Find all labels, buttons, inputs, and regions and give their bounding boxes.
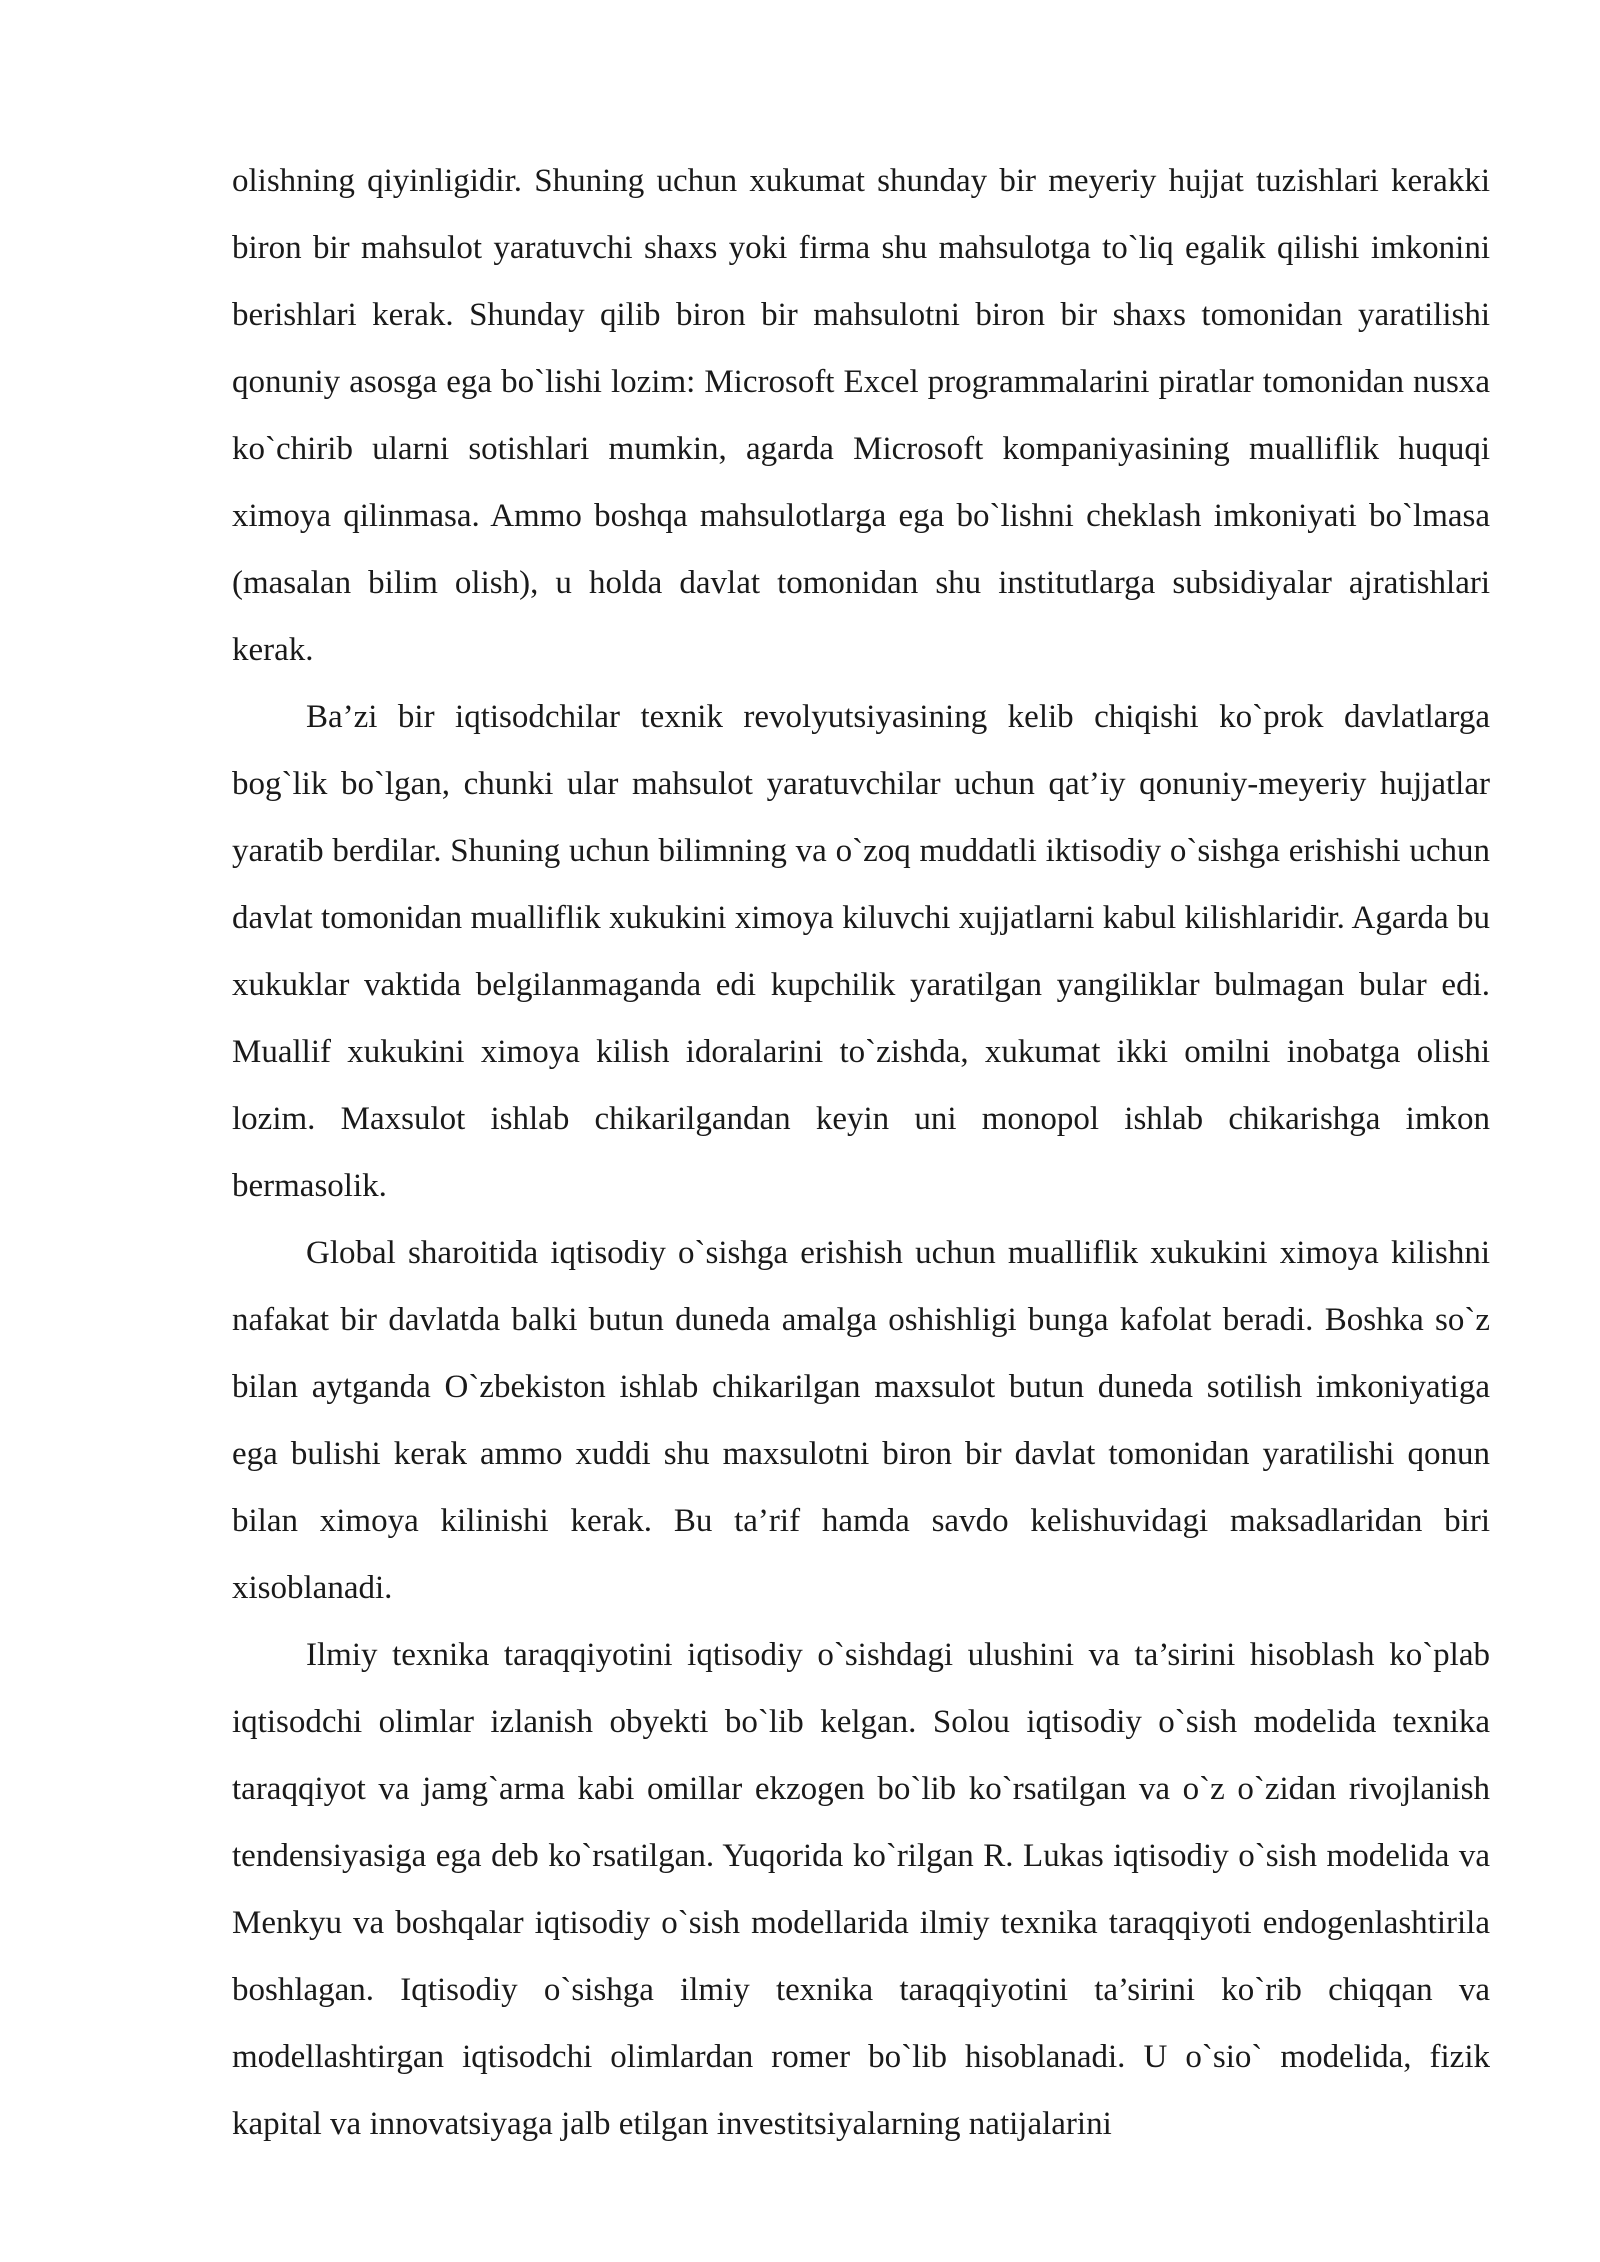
document-page bbox=[232, 148, 1490, 2158]
paragraph-continuation: olishning qiyinligidir. Shuning uchun xukumat shunday bir meyeriy hujjat tuzishlari kerakki biron bir mahsulot yaratuvchi shaxs yoki firma shu mahsulotga to`liq egalik qilishi imkonini berishlari kerak. Shunday qilib biron bir mahsulotni biron bir shaxs tomonidan yaratilishi qonuniy asosga ega bo`lishi lozim: Microsoft Excel programmalarini piratlar tomonidan nusxa ko`chirib ularni sotishlari mumkin, agarda Microsoft kompaniyasining mualliflik huquqi ximoya qilinmasa. Ammo boshqa mahsulotlarga ega bo`lishni cheklash imkoniyati bo`lmasa (masalan bilim olish), u holda davlat tomonidan shu institutlarga subsidiyalar ajratishlari kerak. bbox=[232, 163, 1490, 668]
paragraph-scientific-progress: Ilmiy texnika taraqqiyotini iqtisodiy o`sishdagi ulushini va ta’sirini hisoblash ko`plab iqtisodchi olimlar izlanish obyekti bo`lib kelgan. Solou iqtisodiy o`sish modelida texnika taraqqiyot va jamg`arma kabi omillar ekzogen bo`lib ko`rsatilgan va o`z o`zidan rivojlanish tendensiyasiga ega deb ko`rsatilgan. Yuqorida ko`rilgan R. Lukas iqtisodiy o`sish modelida va Menkyu va boshqalar iqtisodiy o`sish modellarida ilmiy texnika taraqqiyoti endogenlashtirila boshlagan. Iqtisodiy o`sishga ilmiy texnika taraqqiyotini ta’sirini ko`rib chiqqan va modellashtirgan iqtisodchi olimlardan romer bo`lib hisoblanadi. U o`sio` modelida, fizik kapital va innovatsiyaga jalb etilgan investitsiyalarning natijalarini bbox=[232, 1637, 1490, 2142]
paragraph-global-growth: Global sharoitida iqtisodiy o`sishga erishish uchun mualliflik xukukini ximoya kilishni nafakat bir davlatda balki butun duneda amalga oshishligi bunga kafolat beradi. Boshka so`z bilan aytganda O`zbekiston ishlab chikarilgan maxsulot butun duneda sotilish imkoniyatiga ega bulishi kerak ammo xuddi shu maxsulotni biron bir davlat tomonidan yaratilishi qonun bilan ximoya kilinishi kerak. Bu ta’rif hamda savdo kelishuvidagi maksadlaridan biri xisoblanadi. bbox=[232, 1235, 1490, 1606]
paragraph-technical-revolution: Ba’zi bir iqtisodchilar texnik revolyutsiyasining kelib chiqishi ko`prok davlatlarga bog`lik bo`lgan, chunki ular mahsulot yaratuvchilar uchun qat’iy qonuniy-meyeriy hujjatlar yaratib berdilar. Shuning uchun bilimning va o`zoq muddatli iktisodiy o`sishga erishishi uchun davlat tomonidan mualliflik xukukini ximoya kiluvchi xujjatlarni kabul kilishlaridir. Agarda bu xukuklar vaktida belgilanmaganda edi kupchilik yaratilgan yangiliklar bulmagan bular edi. Muallif xukukini ximoya kilish idoralarini to`zishda, xukumat ikki omilni inobatga olishi lozim. Maxsulot ishlab chikarilgandan keyin uni monopol ishlab chikarishga imkon bermasolik. bbox=[232, 699, 1490, 1204]
